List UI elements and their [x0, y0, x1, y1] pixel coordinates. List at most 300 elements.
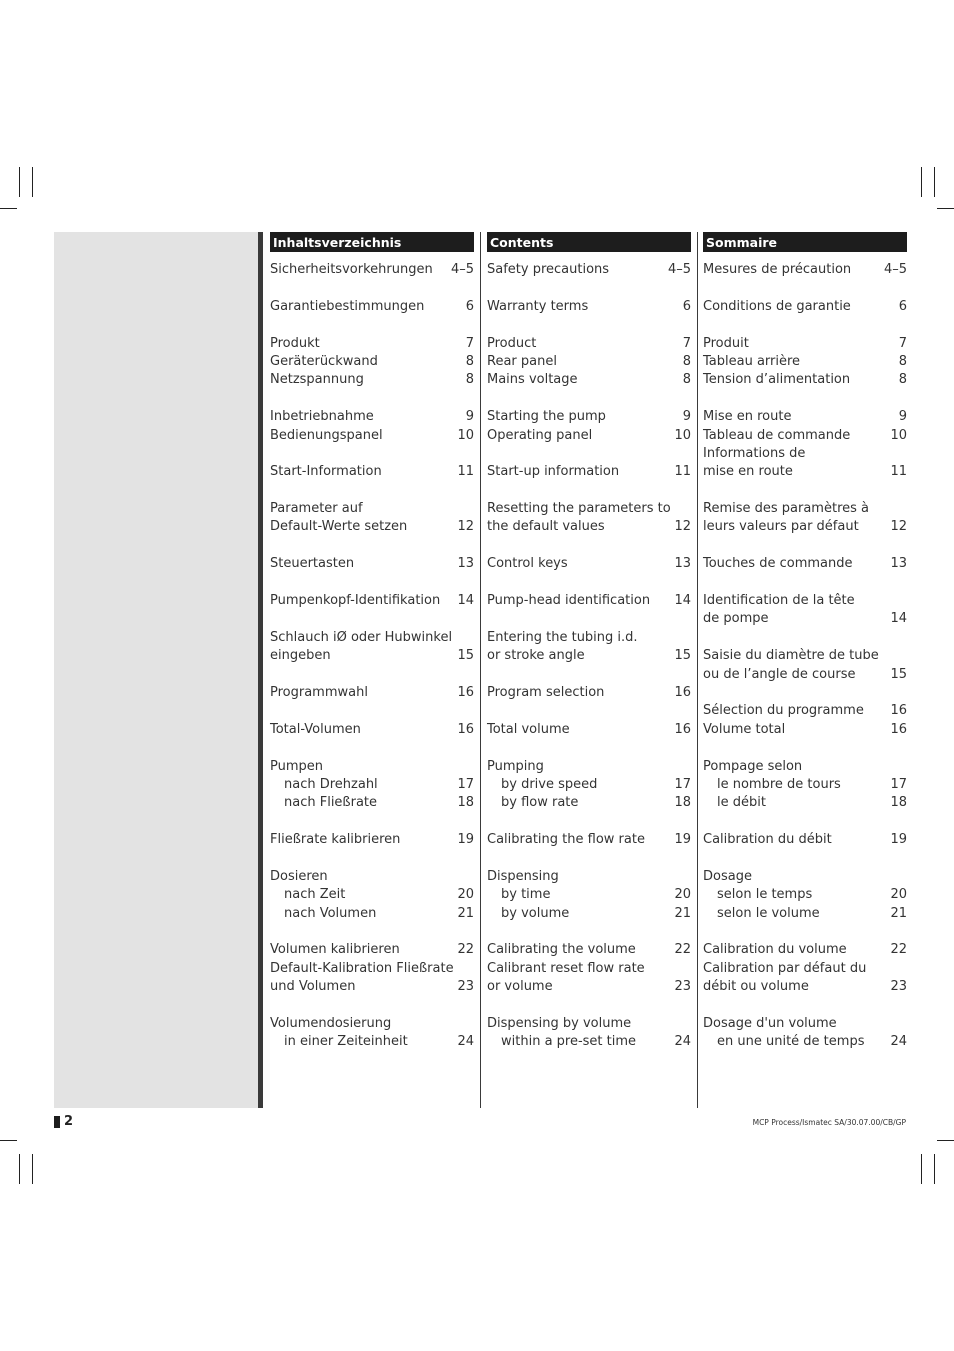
toc-entry	[487, 298, 691, 316]
toc-line-title: by flow rate	[501, 795, 579, 811]
toc-line-title: en une unité de temps	[717, 1034, 865, 1050]
toc-line	[703, 702, 907, 720]
toc-line-title: Pump-head identification	[487, 593, 651, 609]
toc-line-title: selon le volume	[717, 905, 820, 921]
toc-line-title: Volumendosierung	[270, 1016, 392, 1032]
toc-line-page	[671, 758, 691, 776]
toc-line-title: Conditions de garantie	[703, 298, 851, 314]
toc-line-title: selon le temps	[717, 887, 813, 903]
toc-line-title: by volume	[501, 905, 570, 921]
toc-line-title: Touches de commande	[703, 556, 853, 572]
toc-line-page: 13	[674, 556, 691, 572]
toc-line-page: 20	[890, 887, 907, 903]
toc-line	[703, 592, 907, 610]
toc-line	[703, 261, 907, 279]
toc-entry	[487, 868, 691, 923]
toc-line	[703, 298, 907, 316]
toc-line-page: 21	[890, 905, 907, 921]
toc-entry	[270, 758, 474, 813]
toc-entry	[487, 758, 691, 813]
toc-line	[487, 647, 691, 665]
toc-line-page: 10	[457, 427, 474, 443]
toc-line-title: in einer Zeiteinheit	[284, 1034, 408, 1050]
toc-line-page: 12	[674, 519, 691, 535]
toc-line	[270, 335, 474, 353]
toc-line-title: Garantiebestimmungen	[270, 298, 425, 314]
toc-line-title: by drive speed	[501, 776, 598, 792]
toc-line-page	[671, 500, 691, 518]
toc-line	[487, 905, 691, 923]
toc-line	[270, 518, 474, 536]
toc-line-title: Default-Werte setzen	[270, 519, 408, 535]
toc-line	[487, 886, 691, 904]
toc-entry	[703, 261, 907, 279]
toc-line-title: Dosage	[703, 868, 752, 884]
toc-line	[487, 758, 691, 776]
toc-line	[703, 831, 907, 849]
toc-line	[270, 776, 474, 794]
toc-line-title: leurs valeurs par défaut	[703, 519, 859, 535]
toc-line	[703, 500, 907, 518]
toc-entry	[270, 1015, 474, 1052]
toc-line-page: 18	[674, 795, 691, 811]
toc-entry	[270, 684, 474, 702]
toc-line-title: Starting the pump	[487, 409, 606, 425]
toc-line-page: 19	[674, 832, 691, 848]
toc-line-page: 24	[457, 1034, 474, 1050]
toc-line-title: Dispensing by volume	[487, 1016, 632, 1032]
crop-mark	[19, 1154, 20, 1184]
toc-line	[703, 666, 907, 684]
toc-line	[270, 1015, 474, 1033]
toc-line-title: Calibrant reset flow rate	[487, 960, 645, 976]
toc-line-title: Calibration par défaut du	[703, 960, 867, 976]
toc-line-page: 15	[890, 666, 907, 682]
toc-line	[703, 555, 907, 573]
toc-line	[703, 1033, 907, 1051]
toc-entry	[487, 831, 691, 849]
toc-entry	[703, 831, 907, 849]
toc-entry	[703, 941, 907, 996]
toc-line	[270, 721, 474, 739]
toc-line-title: Program selection	[487, 684, 605, 700]
toc-line-page	[887, 592, 907, 610]
crop-mark	[19, 167, 20, 197]
toc-line-title: Mise en route	[703, 409, 792, 425]
toc-entry	[703, 647, 907, 684]
toc-line-title: nach Zeit	[284, 887, 346, 903]
toc-column-english	[487, 232, 691, 1070]
toc-line-page: 6	[465, 298, 474, 314]
toc-line-page: 16	[457, 721, 474, 737]
toc-line-page	[887, 758, 907, 776]
toc-line-title: und Volumen	[270, 979, 356, 995]
toc-line-page: 15	[674, 648, 691, 664]
toc-line	[487, 298, 691, 316]
toc-line-page: 14	[674, 593, 691, 609]
toc-line-title: Geräterückwand	[270, 353, 378, 369]
toc-entries	[270, 261, 474, 1052]
toc-line-title: Rear panel	[487, 353, 557, 369]
toc-line-page: 17	[674, 776, 691, 792]
toc-line-page: 13	[457, 556, 474, 572]
toc-line-page: 7	[898, 335, 907, 351]
toc-line-page: 10	[890, 427, 907, 443]
toc-column-french	[703, 232, 907, 1070]
toc-line-title: Pumpenkopf-Identifikation	[270, 593, 441, 609]
toc-line-title: Total-Volumen	[270, 721, 361, 737]
toc-line-title: Fließrate kalibrieren	[270, 832, 401, 848]
toc-line-title: le débit	[717, 795, 766, 811]
toc-line	[703, 978, 907, 996]
toc-line-title: by time	[501, 887, 551, 903]
toc-line-title: débit ou volume	[703, 979, 809, 995]
toc-line-title: Netzspannung	[270, 372, 364, 388]
toc-line	[703, 794, 907, 812]
toc-line-title: Entering the tubing i.d.	[487, 629, 638, 645]
toc-line-page: 24	[674, 1034, 691, 1050]
toc-line-page	[671, 629, 691, 647]
toc-line-page: 24	[890, 1034, 907, 1050]
toc-line	[270, 794, 474, 812]
crop-mark	[32, 1154, 33, 1184]
toc-line-title: Safety precautions	[487, 262, 610, 277]
toc-entry	[487, 1015, 691, 1052]
toc-line-title: Mesures de précaution	[703, 262, 852, 277]
toc-line	[703, 776, 907, 794]
toc-line-title: Programmwahl	[270, 684, 368, 700]
toc-line-page: 11	[457, 464, 474, 480]
toc-line	[487, 978, 691, 996]
toc-line-title: nach Drehzahl	[284, 776, 378, 792]
toc-line	[487, 794, 691, 812]
toc-line-title: Sélection du programme	[703, 703, 864, 719]
toc-line-title: or stroke angle	[487, 648, 585, 664]
toc-line-title: Calibrating the flow rate	[487, 832, 645, 848]
toc-line-title: Sicherheitsvorkehrungen	[270, 262, 433, 277]
toc-line	[270, 298, 474, 316]
toc-line-title: Remise des paramètres à	[703, 501, 869, 517]
toc-line-page: 22	[890, 942, 907, 958]
toc-line-title: Volumen kalibrieren	[270, 942, 400, 958]
toc-entry	[703, 758, 907, 813]
toc-line	[270, 1033, 474, 1051]
toc-line-page: 8	[465, 372, 474, 388]
toc-line	[270, 868, 474, 886]
toc-entries	[487, 261, 691, 1052]
gray-sidebar-panel	[54, 232, 258, 1108]
toc-line-page: 23	[457, 979, 474, 995]
toc-line-page: 18	[890, 795, 907, 811]
toc-line	[703, 445, 907, 463]
toc-line-title: nach Volumen	[284, 905, 377, 921]
toc-line-title: Identification de la tête	[703, 593, 855, 609]
toc-line-page: 16	[674, 684, 691, 700]
toc-line	[270, 555, 474, 573]
toc-line	[487, 1015, 691, 1033]
toc-line-page: 8	[465, 353, 474, 369]
toc-line	[703, 427, 907, 445]
toc-column-title: Sommaire	[703, 232, 907, 252]
toc-entry	[270, 592, 474, 610]
toc-line-page	[454, 868, 474, 886]
toc-line	[703, 721, 907, 739]
toc-line-page	[887, 445, 907, 463]
toc-line-page: 23	[890, 979, 907, 995]
crop-mark	[921, 1154, 922, 1184]
toc-line	[487, 463, 691, 481]
toc-line-page: 11	[674, 464, 691, 480]
toc-entry	[487, 261, 691, 279]
toc-line	[703, 960, 907, 978]
toc-line-page: 22	[674, 942, 691, 958]
toc-entry	[270, 721, 474, 739]
toc-entry	[487, 941, 691, 996]
toc-line	[270, 261, 474, 279]
toc-line	[487, 960, 691, 978]
toc-line-page: 6	[682, 298, 691, 314]
toc-line-title: Parameter auf	[270, 501, 363, 517]
crop-mark	[934, 1154, 935, 1184]
toc-entry	[487, 408, 691, 445]
toc-entry	[270, 463, 474, 481]
toc-line-page	[887, 1015, 907, 1033]
toc-line-page: 12	[890, 519, 907, 535]
toc-line	[703, 758, 907, 776]
toc-line	[270, 684, 474, 702]
toc-line-title: or volume	[487, 979, 553, 995]
toc-line	[487, 831, 691, 849]
toc-entry	[270, 831, 474, 849]
toc-line-title: Calibration du débit	[703, 832, 832, 848]
toc-line-title: de pompe	[703, 611, 769, 627]
toc-line-page: 14	[890, 611, 907, 627]
toc-line-page: 8	[898, 372, 907, 388]
toc-entry	[703, 592, 907, 629]
toc-line-page: 20	[457, 887, 474, 903]
toc-entry	[487, 592, 691, 610]
toc-line	[487, 941, 691, 959]
toc-line-page	[454, 500, 474, 518]
toc-line-page: 10	[674, 427, 691, 443]
toc-line-page: 17	[457, 776, 474, 792]
toc-line-page: 20	[674, 887, 691, 903]
toc-entry	[703, 335, 907, 390]
toc-line-title: Dosieren	[270, 868, 328, 884]
toc-line-title: Steuertasten	[270, 556, 355, 572]
toc-entry	[703, 298, 907, 316]
toc-line-title: Tension d’alimentation	[703, 372, 851, 388]
toc-line	[487, 776, 691, 794]
toc-line	[703, 886, 907, 904]
toc-line-page: 7	[682, 335, 691, 351]
toc-line-title: Inbetriebnahme	[270, 409, 374, 425]
page-marker	[54, 1116, 60, 1128]
toc-line-title: Total volume	[487, 721, 570, 737]
toc-line-title: Mains voltage	[487, 372, 578, 388]
toc-line-page: 19	[890, 832, 907, 848]
toc-column-title: Contents	[487, 232, 691, 252]
toc-line-title: Default-Kalibration Fließrate	[270, 960, 454, 976]
toc-line	[703, 647, 907, 665]
toc-line-title: Warranty terms	[487, 298, 589, 314]
toc-line-title: Start-up information	[487, 464, 620, 480]
toc-line-title: le nombre de tours	[717, 776, 841, 792]
toc-line	[487, 721, 691, 739]
toc-entry	[487, 335, 691, 390]
toc-line-title: Tableau arrière	[703, 353, 801, 369]
toc-entry	[703, 408, 907, 482]
toc-line	[703, 941, 907, 959]
toc-entries	[703, 261, 907, 1052]
toc-line-page: 15	[457, 648, 474, 664]
toc-line	[270, 353, 474, 371]
toc-line-page: 8	[682, 353, 691, 369]
toc-entry	[487, 500, 691, 537]
toc-line-page	[454, 629, 474, 647]
toc-line	[487, 371, 691, 389]
toc-line-page: 16	[890, 703, 907, 719]
toc-line	[270, 941, 474, 959]
toc-line-page	[671, 1015, 691, 1033]
toc-line-page: 17	[890, 776, 907, 792]
toc-line-page	[671, 868, 691, 886]
toc-line-page	[887, 500, 907, 518]
toc-entry	[487, 629, 691, 666]
toc-line	[703, 408, 907, 426]
column-divider	[697, 232, 698, 1108]
toc-line-page: 21	[457, 905, 474, 921]
toc-line	[270, 758, 474, 776]
toc-line	[487, 555, 691, 573]
toc-line-title: Informations de	[703, 445, 806, 461]
toc-entry	[270, 408, 474, 445]
toc-entry	[270, 629, 474, 666]
toc-line	[270, 463, 474, 481]
toc-line	[703, 335, 907, 353]
crop-mark	[0, 208, 17, 209]
toc-line-title: Calibrating the volume	[487, 942, 636, 958]
toc-line-page	[887, 960, 907, 978]
toc-line	[703, 1015, 907, 1033]
toc-line	[703, 905, 907, 923]
toc-line	[487, 592, 691, 610]
toc-line	[487, 353, 691, 371]
toc-entry	[270, 335, 474, 390]
toc-line	[487, 868, 691, 886]
toc-entry	[703, 868, 907, 923]
toc-entry	[703, 1015, 907, 1052]
crop-mark	[937, 208, 954, 209]
toc-line	[703, 463, 907, 481]
toc-line	[270, 960, 474, 978]
toc-line-title: Start-Information	[270, 464, 382, 480]
toc-line-title: Control keys	[487, 556, 568, 572]
toc-line	[487, 427, 691, 445]
toc-line	[703, 868, 907, 886]
toc-entry	[703, 500, 907, 537]
toc-entry	[487, 555, 691, 573]
toc-line-title: Produit	[703, 335, 749, 351]
toc-line	[487, 500, 691, 518]
toc-line	[270, 427, 474, 445]
toc-line	[270, 371, 474, 389]
toc-line-page: 9	[898, 409, 907, 425]
toc-column-german	[270, 232, 474, 1070]
toc-line	[703, 610, 907, 628]
toc-line-page: 16	[890, 721, 907, 737]
toc-line	[270, 831, 474, 849]
toc-entry	[703, 555, 907, 573]
toc-line	[270, 647, 474, 665]
toc-line-title: Produkt	[270, 335, 320, 351]
toc-line-page: 11	[890, 464, 907, 480]
toc-line-page	[454, 960, 474, 978]
toc-line	[703, 353, 907, 371]
toc-line-title: Bedienungspanel	[270, 427, 383, 443]
toc-line-page: 13	[890, 556, 907, 572]
crop-mark	[934, 167, 935, 197]
toc-line-page: 14	[457, 593, 474, 609]
toc-line	[487, 518, 691, 536]
toc-line-page: 4–5	[667, 262, 691, 277]
toc-line-title: within a pre-set time	[501, 1034, 637, 1050]
toc-line	[703, 371, 907, 389]
toc-line-title: Pumping	[487, 758, 544, 774]
toc-line-title: mise en route	[703, 464, 793, 480]
toc-line-title: Calibration du volume	[703, 942, 847, 958]
toc-line-page: 6	[898, 298, 907, 314]
column-divider	[480, 232, 481, 1108]
toc-entry	[270, 298, 474, 316]
toc-entry	[270, 555, 474, 573]
toc-line-title: Schlauch iØ oder Hubwinkel	[270, 629, 453, 645]
toc-line-page: 18	[457, 795, 474, 811]
toc-line	[703, 518, 907, 536]
toc-line-title: Operating panel	[487, 427, 593, 443]
toc-line	[270, 592, 474, 610]
crop-mark	[921, 167, 922, 197]
toc-line-page	[887, 647, 907, 665]
toc-line-page: 8	[682, 372, 691, 388]
toc-line-page: 9	[682, 409, 691, 425]
toc-line	[270, 905, 474, 923]
page-number: 2	[64, 1114, 74, 1129]
toc-line	[487, 1033, 691, 1051]
toc-line-page: 16	[674, 721, 691, 737]
footer-credit: MCP Process/Ismatec SA/30.07.00/CB/GP	[752, 1118, 906, 1127]
toc-line	[270, 886, 474, 904]
toc-line-title: nach Fließrate	[284, 795, 378, 811]
toc-line-page: 22	[457, 942, 474, 958]
toc-line-page: 4–5	[450, 262, 474, 277]
toc-line	[270, 500, 474, 518]
toc-line-title: Dosage d'un volume	[703, 1016, 837, 1032]
toc-line	[270, 978, 474, 996]
toc-line-page: 19	[457, 832, 474, 848]
column-divider	[258, 232, 263, 1108]
toc-line-page: 12	[457, 519, 474, 535]
toc-line-title: Saisie du diamètre de tube	[703, 648, 879, 664]
toc-line	[487, 408, 691, 426]
toc-column-title: Inhaltsverzeichnis	[270, 232, 474, 252]
toc-line-title: Volume total	[703, 721, 786, 737]
crop-mark	[32, 167, 33, 197]
toc-entry	[487, 721, 691, 739]
toc-line-title: the default values	[487, 519, 605, 535]
toc-line	[487, 629, 691, 647]
toc-line-title: Resetting the parameters to	[487, 501, 671, 517]
